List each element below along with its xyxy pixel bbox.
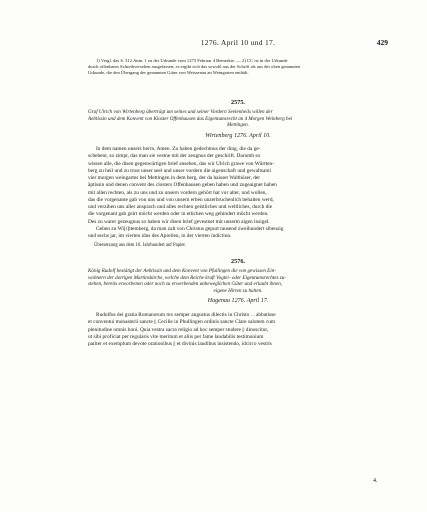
summary-line: wohnern der dortigen Martinskirche, welche dem Reiche kraft Vogtei- oder Eigentumsrechtes zu-	[88, 274, 286, 281]
text-line: ut sibi proficiat per regularis vite meritum et aliis per fame laudabilis testimonium	[88, 333, 264, 340]
text-line: schehent, so zimpt, das man sie vestne mit der zeugnus der geschrift. Darumb so	[88, 153, 261, 160]
text-line: plenitudine omnis boni. Quia vestra sacra religio ad hoc semper studere || dinoscitur,	[88, 326, 269, 333]
text-line: wissen alle, die disen gegenwürtigen brief ansehen, das wir Ulrich grawe von Württen-	[88, 160, 274, 167]
footnote-line: Urkunde, die den Übergang der genannten Güter von Weissenau an Weingarten enthält.	[88, 70, 249, 75]
text-line: Rudolfus dei gratia Romanorum rex semper augustus dilectis in Christo . . abbatisse	[96, 312, 276, 318]
footnotes	[88, 58, 388, 76]
text-line: et conventui monasterii sancte || Cecilie in Phullingen ordinis sancte Clare salutem cum	[88, 319, 276, 326]
text-line: Des zu warer gezeugnus so haben wir disen brief gevestnet mit unserm aigen insigel.	[88, 218, 270, 225]
text-line: und sechs jar, im vierten idus des Apreilen, in der vierten indiction.	[88, 233, 232, 239]
text-line: berg zu heil und zu trost unser seel und unser vordern die aigenschaft und gewaltsami	[88, 167, 272, 174]
summary-line: Graf Ulrich von Wirtenberg überträgt um seines und seiner Vordern Seelenheils willen der	[88, 109, 273, 115]
document-number: 2576.	[231, 258, 245, 265]
summary-line: Mettingen.	[227, 122, 249, 129]
page-mark: 4.	[373, 478, 378, 484]
document-date: Wirtenberg 1276. April 10.	[205, 133, 271, 139]
running-header	[88, 38, 388, 48]
summary-line: stehen, bereits erworbenen oder noch zu erwerbenden unbeweglichen Güter und erlaubt ihnen,	[88, 281, 283, 288]
summary-line: eigene Hirten zu halten.	[213, 287, 263, 294]
text-line: Geben zu Wi[r]ttemberg, da man zalt von Christus gepurt tausend zweihundert sibenzig	[96, 225, 284, 232]
document-text	[88, 146, 388, 240]
text-line: In dem namen unsers herrn. Amen. Zu haben gedechtnus der ding, die da ge-	[96, 146, 261, 152]
document-date: Hagenau 1276. April 17.	[207, 298, 269, 304]
document-number: 2575.	[231, 99, 245, 106]
text-line: pariter et exemplum devote orationibus || et divinis laudibus insistendo, idcirco vestris	[88, 341, 272, 347]
text-line: das die vorgenante gab von uns und von unsern erben unzerbruchenlich behalten werd,	[88, 196, 274, 203]
footnote-line: 1) Vergl. das S. 312 Anm. 1 zu der Urkunde vom 1275 Februar 4 Bemerkte. — 2) CC ist in der Urkunde	[96, 58, 288, 63]
document-text	[88, 312, 388, 348]
text-line: mit allen rechten, als zu uns und zu unsern vordern gehört hat vor alter, und wollen,	[88, 189, 267, 196]
text-line: die vorgenant gab geirt möcht werden oder in etlichen weg gehindert möcht werden.	[88, 211, 269, 218]
summary-line: Aebtissin und dem Konvent von Kloster Offenhausen das Eigentumsrecht an 4 Morgen Weinberg bei	[88, 115, 293, 122]
footnote-line: durch offenbares Schreibversehen ausgelassen; es ergibt sich das sowohl aus der Schrift als aus der oben genannten	[88, 64, 301, 69]
summary-line: König Rudolf bestätigt der Aebtissin und dem Konvent von Pfullingen die von gewissen Ein-	[88, 268, 276, 274]
document-summary	[88, 109, 388, 129]
source-note: Übersetzung aus dem 16. Jahrhundert auf Papier.	[94, 243, 186, 248]
text-line: äptissin und denen convent des closters Offenhausen geben haben und zugeaignet haben	[88, 182, 277, 189]
text-line: und verzihen uns aller ansprach und alles rechten geistliches und weltliches, durch die	[88, 204, 273, 210]
text-line: vier morgen weingartes bei Mettingen in dem berg, der da haisset Walthöser, der	[88, 175, 261, 181]
running-title: 1276. April 10 und 17.	[200, 38, 276, 47]
page-number: 429	[376, 38, 388, 47]
document-summary	[88, 268, 388, 294]
